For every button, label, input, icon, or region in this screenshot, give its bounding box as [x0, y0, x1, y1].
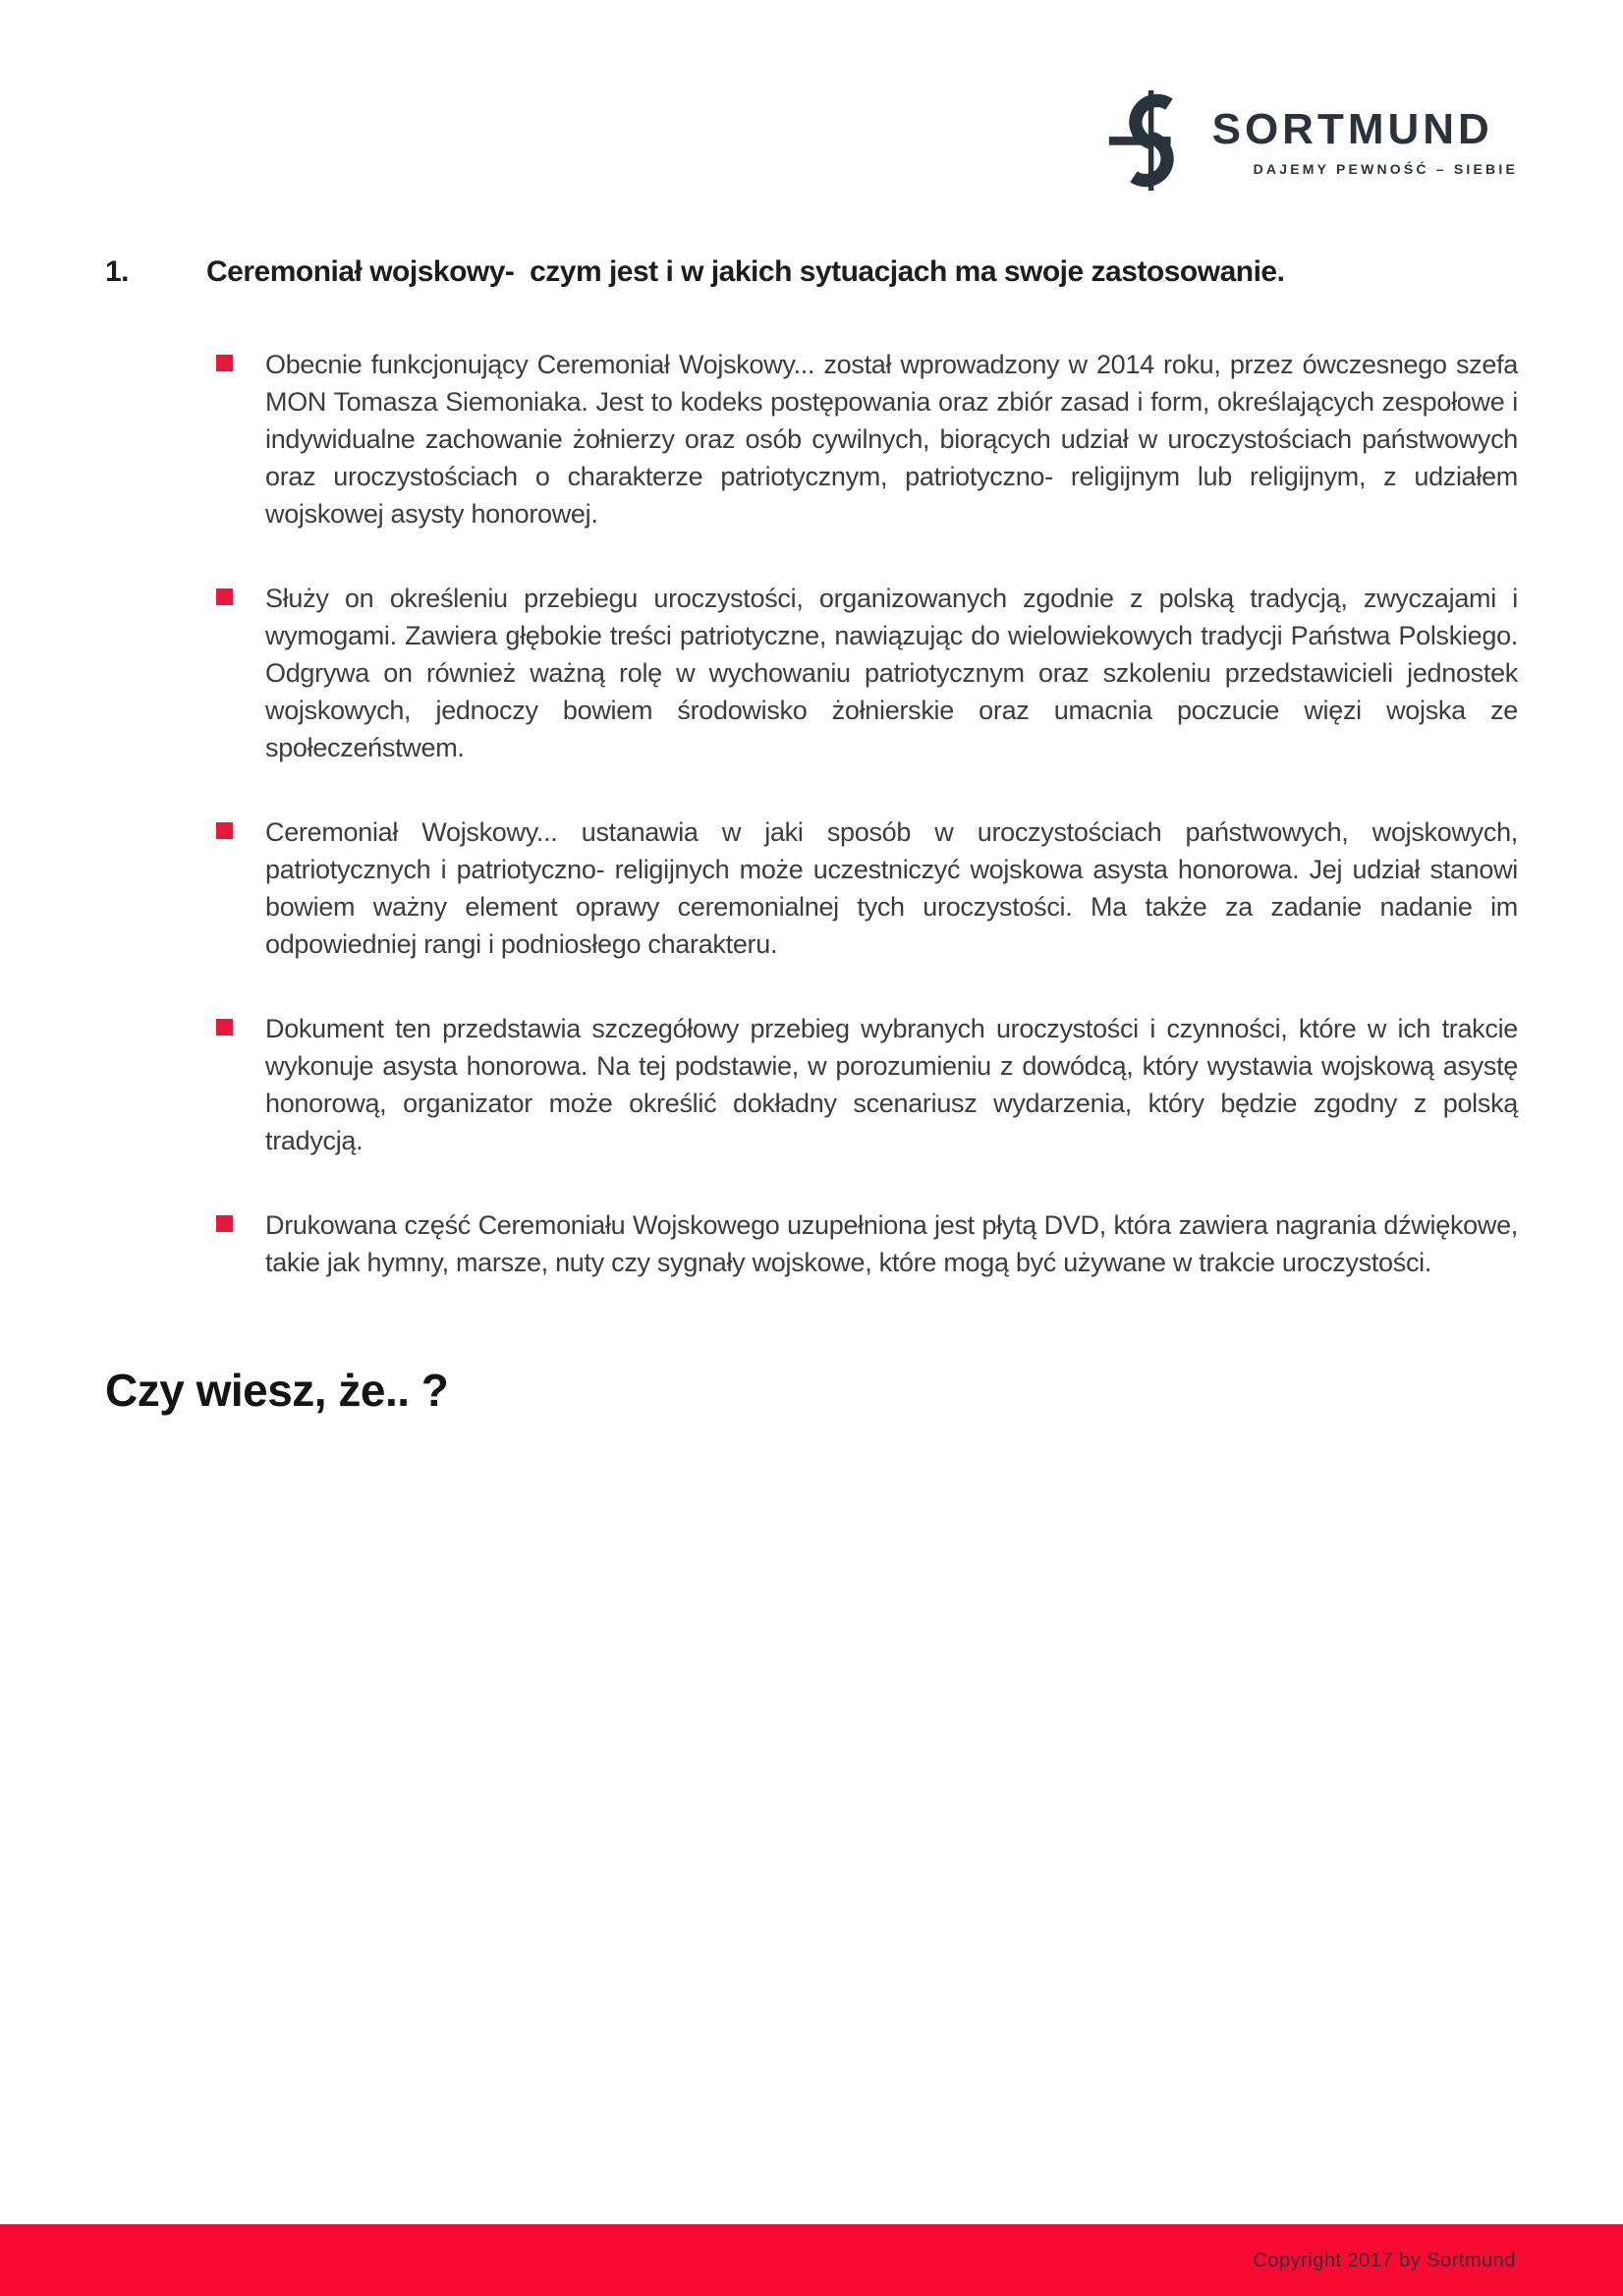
- bullet-text: Obecnie funkcjonujący Ceremoniał Wojskowy... został wprowadzony w 2014 roku, przez ówczesnego szefa MON Tomasza Siemoniaka. Jest to kodeks postępowania oraz zbiór zasad i form, określających zespołowe i indywidualne zachowanie żołnierzy oraz osób cywilnych, biorących udział w uroczystościach państwowych oraz uroczystościach o charakterze patriotycznym, patriotyczno- religijnym lub religijnym, z udziałem wojskowej asysty honorowej.: [265, 350, 1518, 529]
- bullet-text: Dokument ten przedstawia szczegółowy przebieg wybranych uroczystości i czynności, które w ich trakcie wykonuje asysta honorowa. Na tej podstawie, w porozumieniu z dowódcą, który wystawia wojskową asystę honorową, organizator może określić dokładny scenariusz wydarzenia, który będzie zgodny z polską tradycją.: [265, 1014, 1518, 1155]
- bullet-square-icon: [216, 355, 233, 371]
- sortmund-dollar-icon: [1106, 90, 1197, 191]
- bullet-square-icon: [216, 822, 233, 839]
- bullet-item: [216, 580, 1518, 766]
- header: [105, 0, 1518, 191]
- section-heading: [105, 255, 1518, 289]
- footer-bar: [0, 2224, 1623, 2296]
- bullet-item: [216, 346, 1518, 532]
- section-number: 1.: [105, 255, 130, 288]
- bullet-text: Drukowana część Ceremoniału Wojskowego uzupełniona jest płytą DVD, która zawiera nagrania dźwiękowe, takie jak hymny, marsze, nuty czy sygnały wojskowe, które mogą być używane w trakcie uroczystości.: [265, 1210, 1518, 1277]
- subheading-czy-wiesz: Czy wiesz, że.. ?: [105, 1365, 449, 1416]
- bullet-square-icon: [216, 1019, 233, 1036]
- bullet-item: [216, 813, 1518, 963]
- section-title: Ceremoniał wojskowy- czym jest i w jakich sytuacjach ma swoje zastosowanie.: [206, 255, 1285, 288]
- logo-wordmark: SORTMUND: [1211, 105, 1493, 153]
- bullet-text: Ceremoniał Wojskowy... ustanawia w jaki sposób w uroczystościach państwowych, wojskowych, patriotycznych i patriotyczno- religijnych może uczestniczyć wojskowa asysta honorowa. Jej udział stanowi bowiem ważny element oprawy ceremonialnej tych uroczystości. Ma także za zadanie nadanie im odpowiedniej rangi i podniosłego charakteru.: [265, 817, 1518, 959]
- bullet-list: [216, 346, 1518, 1281]
- sortmund-logo: [1106, 90, 1518, 191]
- bullet-text: Służy on określeniu przebiegu uroczystości, organizowanych zgodnie z polską tradycją, zwyczajami i wymogami. Zawiera głębokie treści patriotyczne, nawiązując do wielowiekowych tradycji Państwa Polskiego. Odgrywa on również ważną rolę w wychowaniu patriotycznym oraz szkoleniu przedstawicieli jednostek wojskowych, jednoczy bowiem środowisko żołnierskie oraz umacnia poczucie więzi wojska ze społeczeństwem.: [265, 584, 1518, 762]
- bullet-square-icon: [216, 1215, 233, 1232]
- bullet-square-icon: [216, 588, 233, 605]
- bullet-item: [216, 1206, 1518, 1281]
- logo-tagline: DAJEMY PEWNOŚĆ – SIEBIE: [1253, 161, 1518, 177]
- copyright-text: Copyright 2017 by Sortmund: [1253, 2250, 1516, 2271]
- bullet-item: [216, 1010, 1518, 1159]
- logo-text: [1212, 90, 1518, 177]
